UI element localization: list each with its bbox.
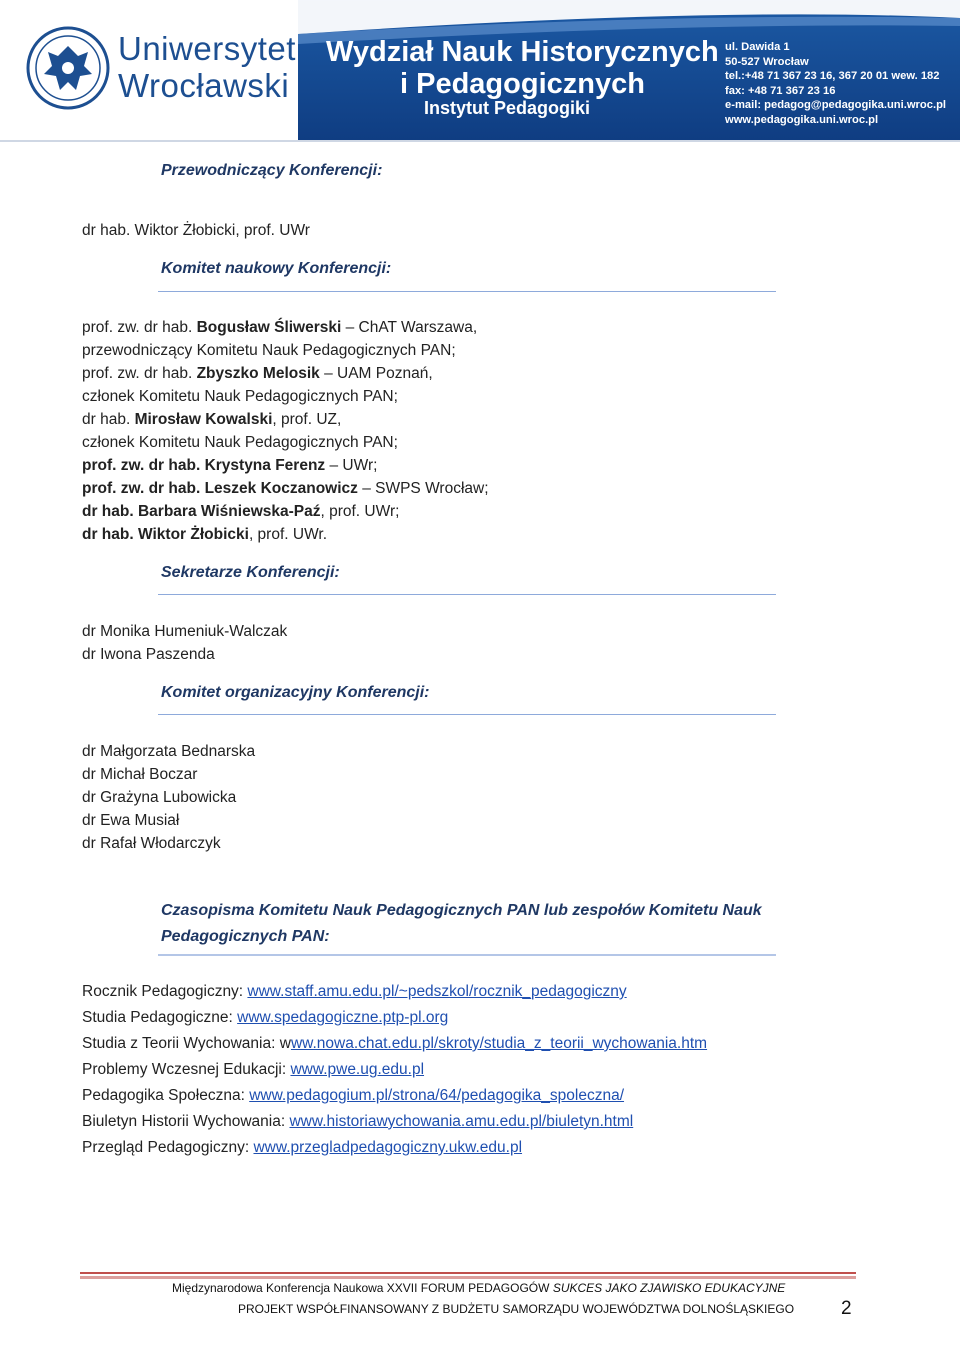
journal-link[interactable]: www.staff.amu.edu.pl/~pedszkol/rocznik_pedagogiczny xyxy=(247,983,627,1000)
contact-website[interactable]: www.pedagogika.uni.wroc.pl xyxy=(725,113,879,126)
journal-item: Studia z Teorii Wychowania: www.nowa.chat.edu.pl/skroty/studia_z_teorii_wychowania.htm xyxy=(82,1035,708,1052)
university-seal-icon xyxy=(26,26,110,110)
faculty-title-line1: Wydział Nauk Historycznych xyxy=(326,36,719,68)
page-number: 2 xyxy=(841,1298,852,1319)
contact-email[interactable]: e-mail: pedagog@pedagogika.uni.wroc.pl xyxy=(725,99,947,112)
journal-item: Pedagogika Społeczna: www.pedagogium.pl/strona/64/pedagogika_spoleczna/ xyxy=(82,1087,625,1104)
university-name-line2: Wrocławski xyxy=(118,67,290,104)
journals-heading-line2: Pedagogicznych PAN: xyxy=(161,928,330,945)
list-item: dr Iwona Paszenda xyxy=(82,646,215,663)
contact-phone: tel.:+48 71 367 23 16, 367 20 01 wew. 182 xyxy=(725,70,940,83)
list-item: dr Małgorzata Bednarska xyxy=(82,743,256,760)
faculty-title-line2: i Pedagogicznych xyxy=(400,68,645,100)
journals-heading xyxy=(161,898,762,950)
list-item: dr hab. Mirosław Kowalski, prof. UZ, xyxy=(82,411,342,428)
organizing-committee-list xyxy=(82,740,255,855)
contact-block xyxy=(725,40,946,128)
journal-item: Studia Pedagogiczne: www.spedagogiczne.ptp-pl.org xyxy=(82,1009,449,1026)
chair-name: dr hab. Wiktor Żłobicki, prof. UWr xyxy=(82,222,310,239)
journal-link[interactable]: www.historiawychowania.amu.edu.pl/biuletyn.html xyxy=(289,1113,634,1130)
organizing-committee-divider xyxy=(158,714,776,715)
list-item: dr Michał Boczar xyxy=(82,766,198,783)
contact-fax: fax: +48 71 367 23 16 xyxy=(725,84,836,97)
list-item: prof. zw. dr hab. Krystyna Ferenz – UWr; xyxy=(82,457,378,474)
faculty-title xyxy=(326,36,719,100)
journal-item: Problemy Wczesnej Edukacji: www.pwe.ug.edu.pl xyxy=(82,1061,425,1078)
list-item: członek Komitetu Nauk Pedagogicznych PAN; xyxy=(82,388,398,405)
list-item: dr Grażyna Lubowicka xyxy=(82,789,237,806)
scientific-committee-divider xyxy=(158,291,776,292)
journal-link[interactable]: www.pedagogium.pl/strona/64/pedagogika_spoleczna/ xyxy=(249,1087,625,1104)
footer-divider xyxy=(80,1272,856,1274)
journal-link[interactable]: www.spedagogiczne.ptp-pl.org xyxy=(237,1009,449,1026)
journal-item: Rocznik Pedagogiczny: www.staff.amu.edu.pl/~pedszkol/rocznik_pedagogiczny xyxy=(82,983,627,1000)
footer-divider-shadow xyxy=(80,1276,856,1279)
list-item: prof. zw. dr hab. Zbyszko Melosik – UAM Poznań, xyxy=(82,365,433,382)
scientific-committee-heading: Komitet naukowy Konferencji: xyxy=(161,260,392,277)
secretaries-list xyxy=(82,620,287,666)
university-name-line1: Uniwersytet xyxy=(118,30,296,67)
faculty-banner xyxy=(298,0,960,140)
organizing-committee-heading: Komitet organizacyjny Konferencji: xyxy=(161,684,430,701)
scientific-committee-list xyxy=(82,316,489,546)
secretaries-heading: Sekretarze Konferencji: xyxy=(161,564,340,581)
chair-heading: Przewodniczący Konferencji: xyxy=(161,162,383,179)
footer-conference-line: Międzynarodowa Konferencja Naukowa XXVII FORUM PEDAGOGÓW SUKCES JAKO ZJAWISKO EDUKACYJNE xyxy=(172,1281,786,1295)
list-item: prof. zw. dr hab. Bogusław Śliwerski – ChAT Warszawa, xyxy=(82,319,478,336)
list-item: członek Komitetu Nauk Pedagogicznych PAN; xyxy=(82,434,398,451)
journal-item: Przegląd Pedagogiczny: www.przegladpedagogiczny.ukw.edu.pl xyxy=(82,1139,523,1156)
list-item: dr Rafał Włodarczyk xyxy=(82,835,221,852)
list-item: dr hab. Wiktor Żłobicki, prof. UWr. xyxy=(82,526,328,543)
institute-title: Instytut Pedagogiki xyxy=(424,98,591,118)
journal-link[interactable]: www.pwe.ug.edu.pl xyxy=(290,1061,425,1078)
journals-divider xyxy=(158,954,776,956)
secretaries-divider xyxy=(158,594,776,595)
list-item: przewodniczący Komitetu Nauk Pedagogicznych PAN; xyxy=(82,342,456,359)
footer-funding-line: PROJEKT WSPÓŁFINANSOWANY Z BUDŻETU SAMORZĄDU WOJEWÓDZTWA DOLNOŚLĄSKIEGO xyxy=(238,1302,795,1316)
journals-list xyxy=(82,980,707,1162)
header-divider xyxy=(0,140,960,142)
university-logo xyxy=(0,0,298,140)
list-item: dr hab. Barbara Wiśniewska-Paź, prof. UWr; xyxy=(82,503,400,520)
journal-link[interactable]: ww.nowa.chat.edu.pl/skroty/studia_z_teorii_wychowania.htm xyxy=(290,1035,708,1052)
list-item: dr Monika Humeniuk-Walczak xyxy=(82,623,288,640)
contact-postal: 50-527 Wrocław xyxy=(725,55,809,68)
list-item: prof. zw. dr hab. Leszek Koczanowicz – SWPS Wrocław; xyxy=(82,480,489,497)
journals-heading-line1: Czasopisma Komitetu Nauk Pedagogicznych PAN lub zespołów Komitetu Nauk xyxy=(161,902,762,919)
university-name xyxy=(118,30,296,104)
list-item: dr Ewa Musiał xyxy=(82,812,180,829)
journal-item: Biuletyn Historii Wychowania: www.historiawychowania.amu.edu.pl/biuletyn.html xyxy=(82,1113,634,1130)
contact-street: ul. Dawida 1 xyxy=(725,41,790,53)
journal-link[interactable]: www.przegladpedagogiczny.ukw.edu.pl xyxy=(253,1139,523,1156)
